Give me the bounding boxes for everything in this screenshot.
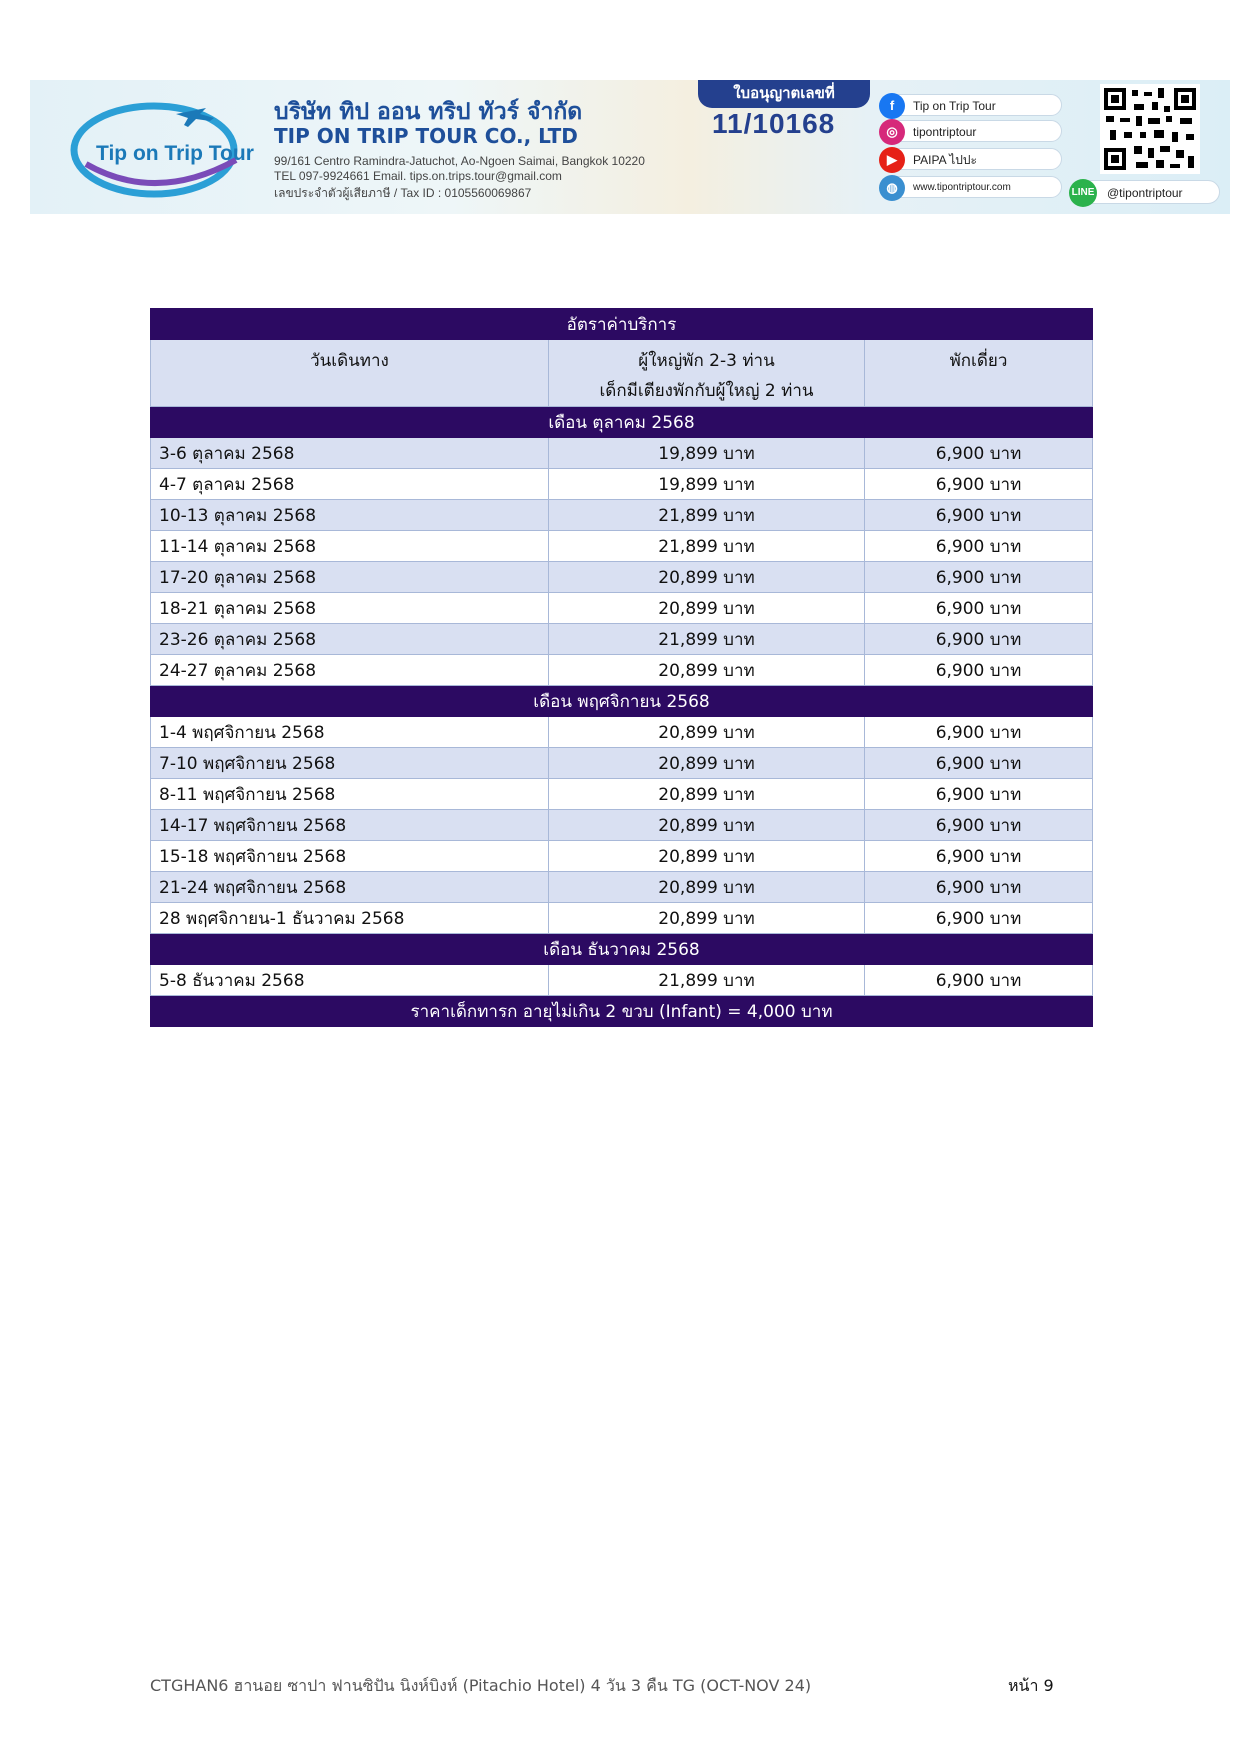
month-label: เดือน พฤศจิกายน 2568 [151,686,1093,717]
travel-date: 11-14 ตุลาคม 2568 [151,531,549,562]
table-title-row [151,309,1093,340]
single-supplement: 6,900 บาท [865,872,1093,903]
adult-price: 21,899 บาท [549,965,865,996]
company-logo [66,94,266,204]
line-icon: LINE [1069,179,1097,207]
adult-price: 20,899 บาท [549,903,865,934]
adult-price: 20,899 บาท [549,779,865,810]
table-row [151,779,1093,810]
adult-price: 20,899 บาท [549,748,865,779]
travel-date: 17-20 ตุลาคม 2568 [151,562,549,593]
travel-date: 4-7 ตุลาคม 2568 [151,469,549,500]
travel-date: 24-27 ตุลาคม 2568 [151,655,549,686]
table-row [151,903,1093,934]
adult-price: 19,899 บาท [549,438,865,469]
company-header-banner [30,80,1230,214]
travel-date: 8-11 พฤศจิกายน 2568 [151,779,549,810]
column-header-adult-price [549,340,865,407]
instagram-link[interactable] [882,120,1062,142]
instagram-icon: ◎ [879,119,905,145]
single-supplement: 6,900 บาท [865,500,1093,531]
license-label: ใบอนุญาตเลขที่ [698,80,870,108]
table-row [151,562,1093,593]
table-row [151,810,1093,841]
single-supplement: 6,900 บาท [865,593,1093,624]
travel-date: 21-24 พฤศจิกายน 2568 [151,872,549,903]
table-row [151,872,1093,903]
single-supplement: 6,900 บาท [865,748,1093,779]
table-row [151,531,1093,562]
company-address: 99/161 Centro Ramindra-Jatuchot, Ao-Ngoen Saimai, Bangkok 10220 [274,154,645,168]
table-row [151,438,1093,469]
company-tax-id: เลขประจำตัวผู้เสียภาษี / Tax ID : 0105560069867 [274,186,532,200]
youtube-label: PAIPA ไปปะ [913,153,977,167]
table-row [151,965,1093,996]
single-supplement: 6,900 บาท [865,562,1093,593]
single-supplement: 6,900 บาท [865,624,1093,655]
globe-icon: ◍ [879,175,905,201]
infant-note-row [151,996,1093,1027]
single-supplement: 6,900 บาท [865,717,1093,748]
table-row [151,717,1093,748]
table-row [151,469,1093,500]
facebook-link[interactable] [882,94,1062,116]
travel-date: 7-10 พฤศจิกายน 2568 [151,748,549,779]
license-number: 11/10168 [712,108,836,139]
travel-date: 14-17 พฤศจิกายน 2568 [151,810,549,841]
column-header-adult-line1: ผู้ใหญ่พัก 2-3 ท่าน [638,351,775,371]
adult-price: 20,899 บาท [549,810,865,841]
company-name-thai: บริษัท ทิป ออน ทริป ทัวร์ จำกัด [274,99,583,125]
month-band [151,934,1093,965]
table-row [151,500,1093,531]
rate-table [150,308,1093,1027]
table-row [151,655,1093,686]
travel-date: 3-6 ตุลาคม 2568 [151,438,549,469]
travel-date: 23-26 ตุลาคม 2568 [151,624,549,655]
table-row [151,748,1093,779]
single-supplement: 6,900 บาท [865,531,1093,562]
table-header-row [151,340,1093,407]
travel-date: 18-21 ตุลาคม 2568 [151,593,549,624]
company-name-english: TIP ON TRIP TOUR CO., LTD [274,124,578,148]
column-header-adult-line2: เด็กมีเตียงพักกับผู้ใหญ่ 2 ท่าน [599,381,814,401]
logo-text: Tip on Trip Tour [96,142,254,165]
travel-date: 15-18 พฤศจิกายน 2568 [151,841,549,872]
month-label: เดือน ธันวาคม 2568 [151,934,1093,965]
adult-price: 19,899 บาท [549,469,865,500]
facebook-icon: f [879,93,905,119]
travel-date: 5-8 ธันวาคม 2568 [151,965,549,996]
adult-price: 20,899 บาท [549,562,865,593]
page-number: หน้า 9 [1008,1676,1054,1695]
instagram-label: tipontriptour [913,125,977,139]
single-supplement: 6,900 บาท [865,841,1093,872]
single-supplement: 6,900 บาท [865,469,1093,500]
website-label: www.tipontriptour.com [913,182,1011,193]
table-row [151,841,1093,872]
table-row [151,593,1093,624]
travel-date: 28 พฤศจิกายน-1 ธันวาคม 2568 [151,903,549,934]
adult-price: 20,899 บาท [549,872,865,903]
youtube-link[interactable] [882,148,1062,170]
month-label: เดือน ตุลาคม 2568 [151,407,1093,438]
month-band [151,686,1093,717]
qr-code-icon [1100,84,1200,174]
column-header-date: วันเดินทาง [151,340,549,407]
line-label: @tipontriptour [1107,186,1183,200]
single-supplement: 6,900 บาท [865,438,1093,469]
adult-price: 20,899 บาท [549,717,865,748]
adult-price: 21,899 บาท [549,500,865,531]
single-supplement: 6,900 บาท [865,655,1093,686]
adult-price: 21,899 บาท [549,624,865,655]
youtube-icon: ▶ [879,147,905,173]
footer-program-title: CTGHAN6 ฮานอย ซาปา ฟานซิปัน นิงห์บิงห์ (Pitachio Hotel) 4 วัน 3 คืน TG (OCT-NOV 24) [150,1676,812,1695]
company-contact: TEL 097-9924661 Email. tips.on.trips.tour@gmail.com [274,169,562,183]
adult-price: 20,899 บาท [549,593,865,624]
single-supplement: 6,900 บาท [865,810,1093,841]
adult-price: 20,899 บาท [549,655,865,686]
table-row [151,624,1093,655]
travel-date: 10-13 ตุลาคม 2568 [151,500,549,531]
column-header-single: พักเดี่ยว [865,340,1093,407]
facebook-label: Tip on Trip Tour [913,99,996,113]
infant-price-note: ราคาเด็กทารก อายุไม่เกิน 2 ขวบ (Infant) = 4,000 บาท [151,996,1093,1027]
travel-date: 1-4 พฤศจิกายน 2568 [151,717,549,748]
table-title: อัตราค่าบริการ [151,309,1093,340]
single-supplement: 6,900 บาท [865,779,1093,810]
month-band [151,407,1093,438]
single-supplement: 6,900 บาท [865,903,1093,934]
line-link[interactable] [1070,180,1220,204]
single-supplement: 6,900 บาท [865,965,1093,996]
adult-price: 20,899 บาท [549,841,865,872]
website-link[interactable] [882,176,1062,198]
adult-price: 21,899 บาท [549,531,865,562]
